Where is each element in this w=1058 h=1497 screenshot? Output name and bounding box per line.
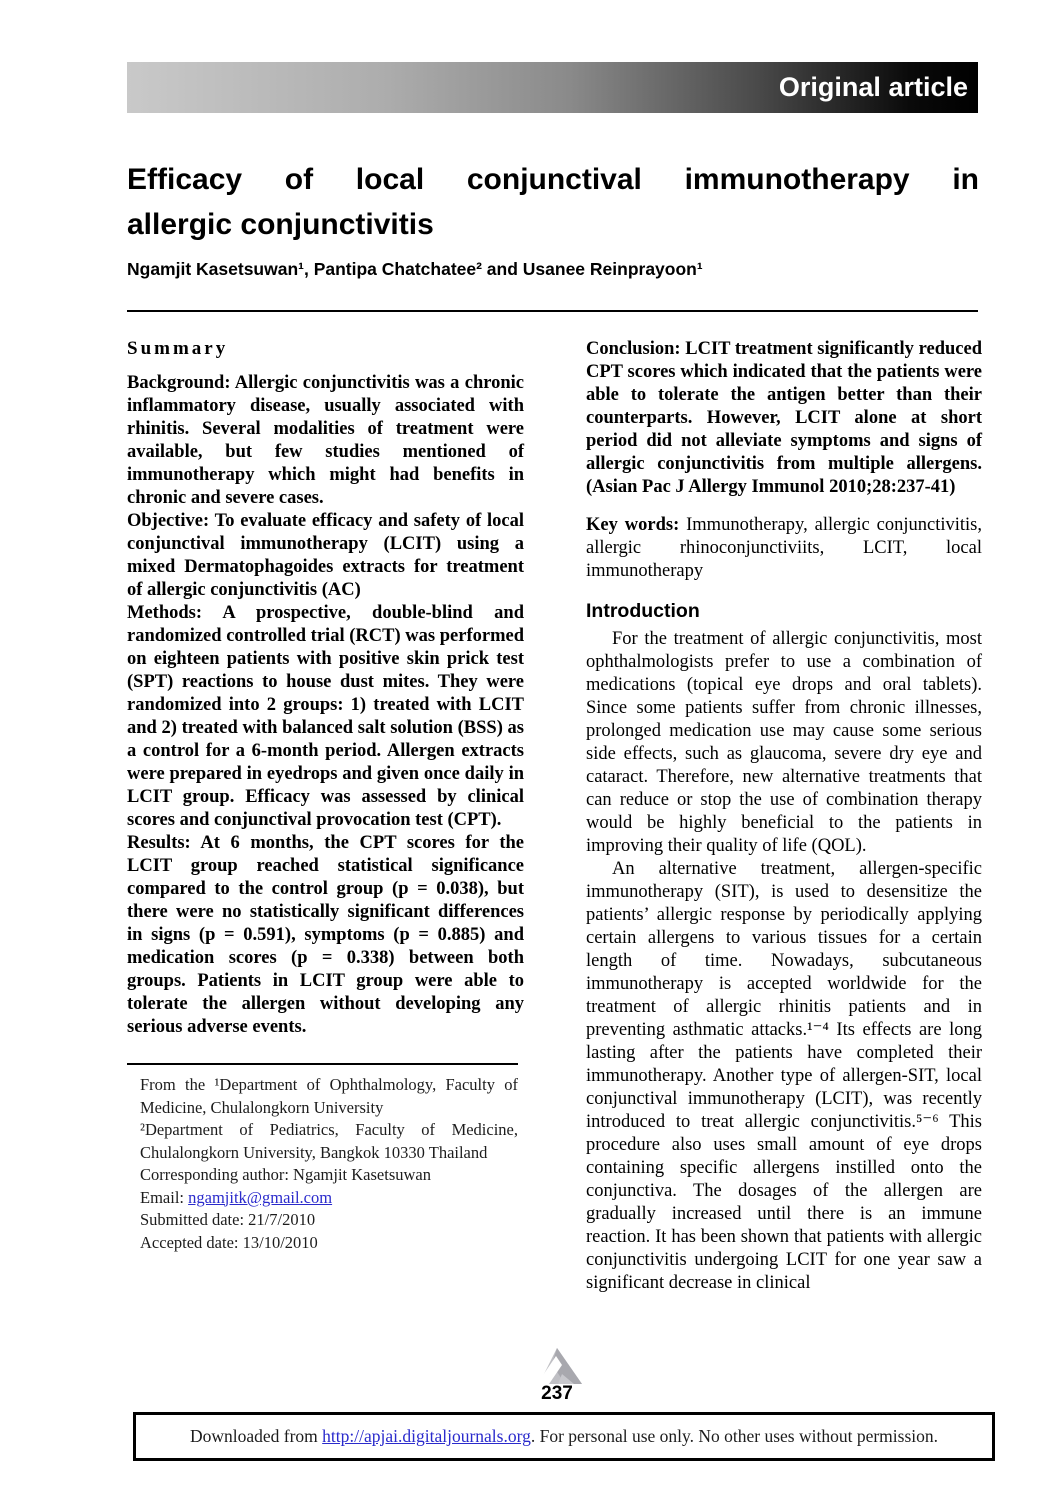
- publisher-logo-icon: [532, 1348, 582, 1384]
- summary-paragraph-background: [127, 372, 524, 510]
- footnote-block: [127, 1063, 518, 1254]
- page-title-line: allergic conjunctivitis: [127, 208, 434, 241]
- summary-heading: Summary: [127, 338, 229, 359]
- download-notice: [133, 1412, 995, 1461]
- conclusion-label: Conclusion:: [586, 339, 681, 359]
- methods-label: Methods:: [127, 603, 203, 623]
- keywords-paragraph: [586, 514, 982, 583]
- affiliation-1: From the ¹Department of Ophthalmology, Faculty of Medicine, Chulalongkorn University: [140, 1075, 518, 1117]
- accepted-date: Accepted date: 13/10/2010: [140, 1232, 318, 1252]
- right-column: [586, 338, 982, 1295]
- header-divider: [127, 310, 978, 312]
- download-url-link[interactable]: http://apjai.digitaljournals.org: [322, 1426, 531, 1446]
- keywords-text: Immunotherapy, allergic conjunctivitis, allergic rhinoconjunctiviits, LCIT, local immunotherapy: [586, 515, 982, 581]
- page-number: 237: [541, 1383, 573, 1404]
- corresponding-author: Corresponding author: Ngamjit Kasetsuwan: [140, 1165, 431, 1184]
- article-type-label: Original article: [778, 72, 968, 102]
- background-label: Background:: [127, 373, 231, 393]
- introduction-paragraph: An alternative treatment, allergen-specific immunotherapy (SIT), is used to desensitize the patients’ allergic response by periodically applying certain allergens to various tissues for a certain length of time. Nowadays, subcutaneous immunotherapy is accepted worldwide for the treatment of allergic rhinitis patients and in preventing asthmatic attacks.¹⁻⁴ Its effects are long lasting after the patients have completed their immunotherapy. Another type of allergen-SIT, local conjunctival immunotherapy (LCIT), was recently introduced to treat allergic conjunctivitis.⁵⁻⁶ This procedure also uses small amount of eye drops containing specific allergens instilled onto the conjunctiva. The dosages of the allergen are gradually increased until there is an immune reaction. It has been shown that patients with allergic conjunctivitis undergoing LCIT for one year saw a significant decrease in clinical: [586, 859, 982, 1293]
- email-label: Email:: [140, 1187, 189, 1207]
- summary-paragraph-objective: [127, 510, 524, 602]
- email-link[interactable]: ngamjitk@gmail.com: [188, 1187, 333, 1207]
- objective-label: Objective:: [127, 511, 210, 531]
- results-label: Results:: [127, 833, 191, 853]
- download-suffix: . For personal use only. No other uses without permission.: [530, 1426, 939, 1446]
- download-text: [190, 1426, 938, 1447]
- results-text: At 6 months, the CPT scores for the LCIT group reached statistical significance compared to the control group (p = 0.038), but there were no statistically significant differences in signs (p = 0.591), symptoms (p = 0.885) and medication scores (p = 0.338) between both groups. Patients in LCIT group were able to tolerate the allergen without developing any serious adverse events.: [127, 833, 524, 1037]
- methods-text: A prospective, double-blind and randomized controlled trial (RCT) was performed on eighteen patients with positive skin prick test (SPT) reactions to house dust mites. They were randomized into 2 groups: 1) treated with LCIT and 2) treated with balanced salt solution (BSS) as a control for a 6-month period. Allergen extracts were prepared in eyedrops and given once daily in LCIT group. Efficacy was assessed by clinical scores and conjunctival provocation test (CPT).: [127, 603, 524, 830]
- submitted-date: Submitted date: 21/7/2010: [140, 1210, 316, 1229]
- article-type-banner: [127, 62, 978, 113]
- summary-paragraph-results: [127, 832, 524, 1039]
- conclusion-text: LCIT treatment significantly reduced CPT scores which indicated that the patients were able to tolerate the antigen better than their counterparts. However, LCIT alone at short period did not alleviate symptoms and signs of allergic conjunctivitis from multiple allergens. (Asian Pac J Allergy Immunol 2010;28:237-41): [586, 339, 982, 497]
- page-title-line: Efficacy of local conjunctival immunotherapy in: [127, 163, 979, 196]
- affiliation-2: ²Department of Pediatrics, Faculty of Medicine, Chulalongkorn University, Bangkok 10330 Thailand: [140, 1120, 518, 1162]
- objective-text: To evaluate efficacy and safety of local conjunctival immunotherapy (LCIT) using a mixed Dermatophagoides extracts for treatment of allergic conjunctivitis (AC): [127, 511, 524, 600]
- email-line: [140, 1187, 518, 1210]
- authors-line: Ngamjit Kasetsuwan¹, Pantipa Chatchatee² and Usanee Reinprayoon¹: [127, 259, 703, 279]
- left-column: [127, 338, 524, 1254]
- page-title: [127, 157, 979, 247]
- keywords-label: Key words:: [586, 515, 680, 535]
- background-text: Allergic conjunctivitis was a chronic inflammatory disease, usually associated with rhinitis. Several modalities of treatment were available, but few studies mentioned of immunotherapy which might had benefits in chronic and severe cases.: [127, 373, 524, 508]
- conclusion-paragraph: [586, 338, 982, 499]
- download-prefix: Downloaded from: [189, 1426, 323, 1446]
- summary-paragraph-methods: [127, 602, 524, 832]
- introduction-paragraph: For the treatment of allergic conjunctivitis, most ophthalmologists prefer to use a combination of medications (topical eye drops and oral tablets). Since some patients suffer from chronic illnesses, prolonged medication use may cause some serious side effects, such as glaucoma, severe dry eye and cataract. Therefore, new alternative treatments that can reduce or stop the use of combination therapy would be highly beneficial to the patients in improving their quality of life (QOL).: [586, 629, 982, 856]
- introduction-heading: Introduction: [586, 600, 700, 622]
